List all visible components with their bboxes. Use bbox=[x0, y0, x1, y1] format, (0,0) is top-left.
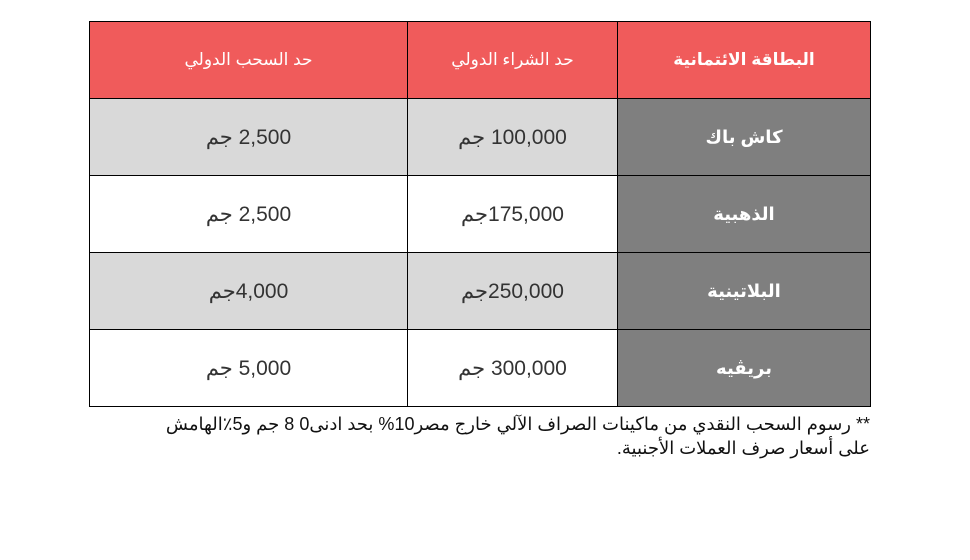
footnote-line-1: ** رسوم السحب النقدي من ماكينات الصراف الآلي خارج مصر10% بحد ادنى0 8 جم و5٪الهامش bbox=[165, 414, 870, 434]
withdraw-limit-cell: 2,500 جم bbox=[90, 176, 408, 253]
table-row bbox=[90, 330, 871, 407]
fees-footnote bbox=[110, 412, 870, 460]
card-name-cell: كاش باك bbox=[618, 99, 871, 176]
purchase-limit-cell: 250,000جم bbox=[408, 253, 618, 330]
table-row bbox=[90, 253, 871, 330]
purchase-limit-cell: 300,000 جم bbox=[408, 330, 618, 407]
withdraw-limit-cell: 4,000جم bbox=[90, 253, 408, 330]
withdraw-limit-cell: 2,500 جم bbox=[90, 99, 408, 176]
header-purchase-limit: حد الشراء الدولي bbox=[408, 22, 618, 99]
footnote-line-2: على أسعار صرف العملات الأجنبية. bbox=[616, 438, 870, 458]
withdraw-limit-cell: 5,000 جم bbox=[90, 330, 408, 407]
table-header-row bbox=[90, 22, 871, 99]
table-row bbox=[90, 176, 871, 253]
card-name-cell: الذهبية bbox=[618, 176, 871, 253]
credit-card-limits-table bbox=[89, 21, 871, 407]
card-name-cell: بريڤيه bbox=[618, 330, 871, 407]
header-card-type: البطاقة الائتمانية bbox=[618, 22, 871, 99]
header-withdraw-limit: حد السحب الدولي bbox=[90, 22, 408, 99]
purchase-limit-cell: 175,000جم bbox=[408, 176, 618, 253]
card-name-cell: البلاتينية bbox=[618, 253, 871, 330]
purchase-limit-cell: 100,000 جم bbox=[408, 99, 618, 176]
table-row bbox=[90, 99, 871, 176]
